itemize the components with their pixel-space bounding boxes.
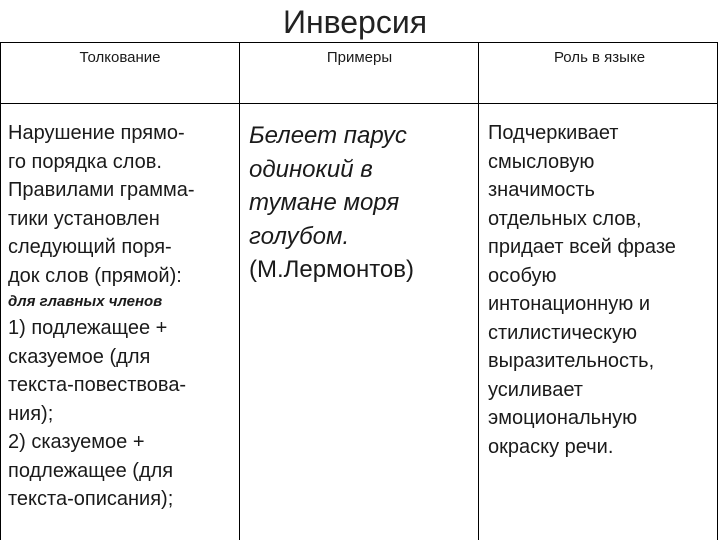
example-author: (М.Лермонтов) — [249, 256, 415, 283]
interpretation-line: го порядка слов. — [8, 150, 162, 173]
column-divider-2 — [478, 43, 479, 540]
interpretation-line: 1) подлежащее + — [8, 317, 168, 339]
interpretation-line: 2) сказуемое + — [8, 431, 145, 453]
interpretation-line: сказуемое (для — [8, 345, 151, 368]
role-line: Подчеркивает — [488, 122, 619, 144]
role-line: усиливает — [488, 378, 583, 401]
example-verse-line: голубом. — [249, 222, 350, 250]
header-interpretation: Толкование — [79, 49, 161, 66]
role-line: стилистическую — [488, 321, 638, 344]
main-members-note: для главных членов — [8, 293, 163, 310]
inversion-table — [0, 42, 718, 540]
interpretation-line: следующий поря- — [8, 236, 172, 258]
interpretation-line: текста-повествова- — [8, 374, 187, 396]
examples-cell — [249, 119, 474, 287]
role-line: значимость — [488, 179, 595, 201]
role-line: отдельных слов, — [488, 207, 642, 230]
column-divider-1 — [239, 43, 240, 540]
interpretation-line: текста-описания); — [8, 488, 174, 510]
role-cell — [488, 119, 717, 461]
role-line: интонационную и — [488, 293, 651, 315]
example-verse-line: тумане моря — [249, 189, 400, 216]
header-role: Роль в языке — [553, 49, 646, 66]
role-line: эмоциональную — [488, 407, 638, 429]
header-divider — [1, 103, 717, 104]
interpretation-line: подлежащее (для — [8, 459, 174, 482]
role-line: окраску речи. — [488, 435, 614, 458]
interpretation-cell — [8, 119, 236, 514]
interpretation-line: тики установлен — [8, 207, 160, 230]
example-verse-line: Белеет парус — [249, 122, 407, 149]
interpretation-line: ния); — [8, 402, 54, 425]
role-line: особую — [488, 264, 557, 287]
header-examples: Примеры — [326, 49, 393, 66]
slide-title: Инверсия — [282, 4, 428, 40]
example-verse-line: одинокий в — [249, 155, 373, 183]
role-line: придает всей фразе — [488, 236, 676, 258]
interpretation-line: Нарушение прямо- — [8, 122, 185, 144]
role-line: смысловую — [488, 150, 595, 173]
role-line: выразительность, — [488, 350, 655, 372]
interpretation-line: док слов (прямой): — [8, 264, 182, 287]
interpretation-line: Правилами грамма- — [8, 179, 195, 201]
